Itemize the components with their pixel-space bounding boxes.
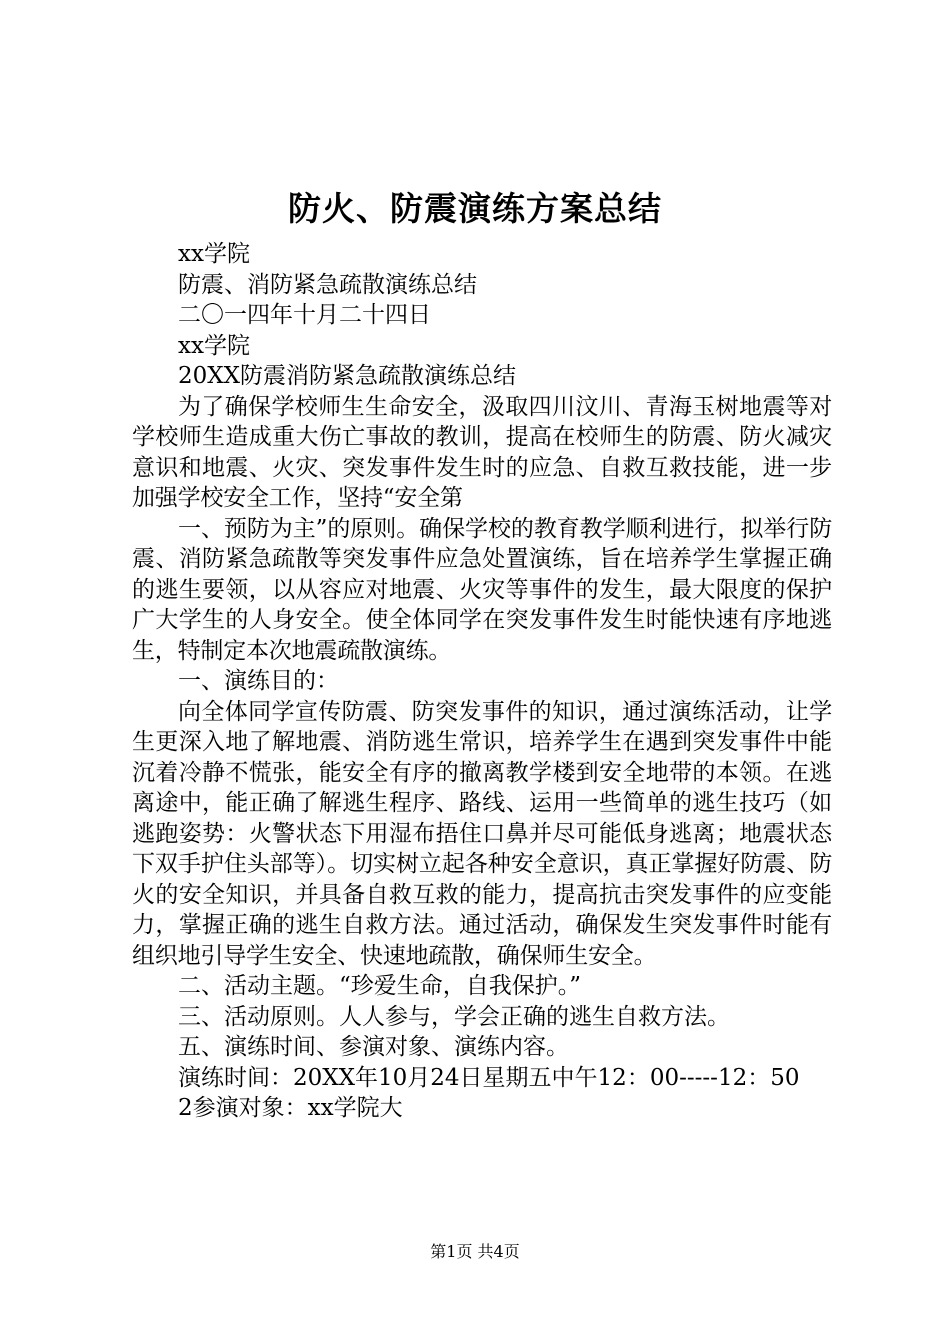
paragraph-date: 二〇一四年十月二十四日 bbox=[178, 302, 431, 328]
paragraph-drill-time: 演练时间：20XX年10月24日星期五中午12：00-----12：50 bbox=[178, 1064, 800, 1091]
paragraph-principle: 一、预防为主”的原则。确保学校的教育教学顺利进行，拟举行防震、消防紧急疏散等突发事件应急处置演练，旨在培养学生掌握正确的逃生要领，以从容应对地震、火灾等事件的发生，最大限度的保护广大学生的人身安全。使全体同学在突发事件发生时能快速有序地逃生，特制定本次地震疏散演练。 bbox=[132, 515, 832, 664]
paragraph-intro: 为了确保学校师生生命安全，汲取四川汶川、青海玉树地震等对学校师生造成重大伤亡事故的教训，提高在校师生的防震、防火减灾意识和地震、火灾、突发事件发生时的应急、自救互救技能，进一步加强学校安全工作，坚持“安全第 bbox=[132, 393, 832, 511]
paragraph-section-time: 五、演练时间、参演对象、演练内容。 bbox=[178, 1034, 569, 1060]
page-number-footer: 第1页 共4页 bbox=[430, 1242, 520, 1261]
paragraph-section-theme: 二、活动主题。“珍爱生命，自我保护。” bbox=[178, 973, 582, 999]
document-body bbox=[132, 239, 832, 1124]
paragraph-section-principle: 三、活动原则。人人参与，学会正确的逃生自救方法。 bbox=[178, 1003, 730, 1030]
paragraph-summary-heading: 20XX防震消防紧急疏散演练总结 bbox=[178, 363, 517, 389]
paragraph-institution: xx学院 bbox=[178, 241, 250, 267]
paragraph-subtitle: 防震、消防紧急疏散演练总结 bbox=[178, 271, 477, 298]
paragraph-participants: 2参演对象：xx学院大 bbox=[178, 1095, 403, 1121]
document-title: 防火、防震演练方案总结 bbox=[288, 189, 662, 228]
paragraph-institution-repeat: xx学院 bbox=[178, 332, 250, 359]
paragraph-section-purpose: 一、演练目的： bbox=[178, 668, 339, 694]
paragraph-purpose-body: 向全体同学宣传防震、防突发事件的知识，通过演练活动，让学生更深入地了解地震、消防逃生常识，培养学生在遇到突发事件中能沉着冷静不慌张，能安全有序的撤离教学楼到安全地带的本领。在逃离途中，能正确了解逃生程序、路线、运用一些简单的逃生技巧（如逃跑姿势：火警状态下用湿布捂住口鼻并尽可能低身逃离；地震状态下双手护住头部等）。切实树立起各种安全意识，真正掌握好防震、防火的安全知识，并具备自救互救的能力，提高抗击突发事件的应变能力，掌握正确的逃生自救方法。通过活动，确保发生突发事件时能有组织地引导学生安全、快速地疏散，确保师生安全。 bbox=[132, 698, 832, 969]
